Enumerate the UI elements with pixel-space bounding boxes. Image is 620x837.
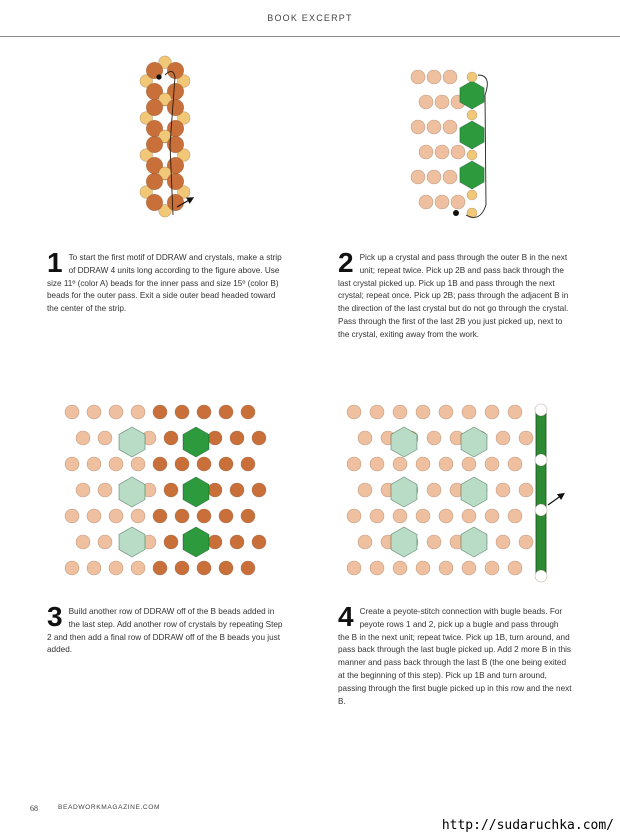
crystal [461, 477, 487, 507]
bead [419, 145, 433, 159]
bead [109, 509, 123, 523]
bead [411, 120, 425, 134]
bead [98, 431, 112, 445]
bead [393, 509, 407, 523]
bead [347, 561, 361, 575]
bead [485, 405, 499, 419]
bead [358, 483, 372, 497]
bead [87, 457, 101, 471]
step-number: 1 [47, 247, 63, 278]
crystal [183, 527, 209, 557]
bead [496, 483, 510, 497]
bead [167, 194, 184, 211]
magazine-site: BEADWORKMAGAZINE.COM [58, 804, 161, 811]
step-3 [47, 601, 283, 657]
step-text: Create a peyote-stitch connection with bugle beads. For peyote rows 1 and 2, pick up a bugle and pass through the B in the next unit; repeat twice. Pick up 1B, turn around, and pass back through the last bugle picked up. Add 2 more B in this manner and pass back through the last B (the one being exited at the beginning of this step). Pick up 1B and turn around, passing through the first bugle picked up in this row and the next B. [338, 607, 572, 706]
bead [87, 561, 101, 575]
bead [451, 195, 465, 209]
bead [370, 509, 384, 523]
step-text: To start the first motif of DDRAW and crystals, make a strip of DDRAW 4 units long according to the figure above. Use size 11º (color A) beads for the inner pass and size 15º (color B) beads for the outer pass. Exit a side outer bead headed toward the center of the strip. [47, 253, 282, 314]
section-title: BOOK EXCERPT [267, 13, 353, 23]
bead [427, 170, 441, 184]
bead [87, 405, 101, 419]
bead [241, 405, 255, 419]
bead [230, 483, 244, 497]
crystal [183, 427, 209, 457]
bead [535, 504, 547, 516]
bead [98, 535, 112, 549]
bead [208, 535, 222, 549]
bead [358, 431, 372, 445]
bead [443, 170, 457, 184]
page-number: 68 [30, 804, 38, 813]
bead [427, 431, 441, 445]
bugle-bead [536, 408, 546, 578]
bead [219, 561, 233, 575]
bead [153, 509, 167, 523]
bead [164, 483, 178, 497]
bead [370, 405, 384, 419]
bead [131, 561, 145, 575]
bead [175, 405, 189, 419]
bead [241, 509, 255, 523]
bead [87, 509, 101, 523]
bead [508, 509, 522, 523]
bead [496, 431, 510, 445]
bead [393, 457, 407, 471]
bead [496, 535, 510, 549]
bead [252, 483, 266, 497]
step-4 [338, 601, 572, 708]
bead [65, 509, 79, 523]
bead [76, 483, 90, 497]
bead [519, 483, 533, 497]
bead [230, 431, 244, 445]
bead [519, 535, 533, 549]
bead [393, 405, 407, 419]
step-number: 2 [338, 247, 354, 278]
bead [427, 70, 441, 84]
header-rule [0, 36, 620, 37]
bead [230, 535, 244, 549]
bead [153, 457, 167, 471]
bead [411, 70, 425, 84]
bead [508, 457, 522, 471]
bead [98, 483, 112, 497]
bead [164, 535, 178, 549]
bead [416, 509, 430, 523]
figure-4-bugle-connection [340, 400, 570, 590]
step-text: Pick up a crystal and pass through the outer B in the next unit; repeat twice. Pick up 2B and pass back through the last crystal picked up. Pick up 1B and pass through the next crystal; repeat once. Pick up 2B; pass through the adjacent B in the direction of the last crystal but do not go through the crystal. Pass through the first of the last 2B you just picked up, next to the crystal, exiting away from the work. [338, 253, 569, 339]
bead [370, 457, 384, 471]
bead [197, 509, 211, 523]
bead [519, 431, 533, 445]
bead [462, 405, 476, 419]
bead [467, 190, 477, 200]
bead [167, 62, 184, 79]
step-2 [338, 247, 572, 342]
bead [467, 110, 477, 120]
bead [146, 99, 163, 116]
bead [462, 509, 476, 523]
bead [535, 454, 547, 466]
bead [427, 483, 441, 497]
bead [393, 561, 407, 575]
crystal [119, 427, 145, 457]
bead [65, 457, 79, 471]
step-1 [47, 247, 283, 316]
bead [439, 457, 453, 471]
step-number: 4 [338, 601, 354, 632]
bead [411, 170, 425, 184]
bead [252, 535, 266, 549]
page-footer [0, 770, 620, 837]
watermark-url[interactable]: http://sudaruchka.com/ [441, 818, 614, 833]
crystal [391, 527, 417, 557]
bead [439, 405, 453, 419]
bead [109, 561, 123, 575]
bead [427, 535, 441, 549]
step-text: Build another row of DDRAW off of the B beads added in the last step. Add another row of crystals by repeating Step 2 and then add a final row of DDRAW off of the B beads you just added. [47, 607, 283, 655]
bead [76, 431, 90, 445]
crystal [460, 121, 484, 149]
bead [508, 405, 522, 419]
bead [175, 457, 189, 471]
bead [439, 561, 453, 575]
bead [208, 483, 222, 497]
crystal [391, 477, 417, 507]
bead [347, 509, 361, 523]
bead [65, 405, 79, 419]
crystal [119, 527, 145, 557]
bead [485, 561, 499, 575]
bead [197, 405, 211, 419]
bead [435, 95, 449, 109]
bead [508, 561, 522, 575]
bead [435, 195, 449, 209]
bead [109, 457, 123, 471]
bead [109, 405, 123, 419]
bead [485, 509, 499, 523]
bead [462, 561, 476, 575]
bead [197, 561, 211, 575]
crystal [460, 161, 484, 189]
page-header [0, 0, 620, 36]
bead [435, 145, 449, 159]
bead [467, 150, 477, 160]
crystal [183, 477, 209, 507]
bead [535, 570, 547, 582]
bead [358, 535, 372, 549]
bead [153, 405, 167, 419]
bead [419, 195, 433, 209]
bead [131, 405, 145, 419]
bead [219, 457, 233, 471]
bead [146, 173, 163, 190]
bead [535, 404, 547, 416]
bead [416, 405, 430, 419]
crystal [461, 527, 487, 557]
bead [241, 561, 255, 575]
bead [427, 120, 441, 134]
bead [416, 457, 430, 471]
bead [252, 431, 266, 445]
bead [485, 457, 499, 471]
bead [219, 509, 233, 523]
bead [175, 509, 189, 523]
figure-2-crystal-row [400, 55, 500, 230]
bead [462, 457, 476, 471]
bead [347, 405, 361, 419]
bead [76, 535, 90, 549]
bead [241, 457, 255, 471]
crystal [119, 477, 145, 507]
figure-3-ddraw-grid [60, 400, 270, 585]
bead [167, 173, 184, 190]
step-number: 3 [47, 601, 63, 632]
bead [370, 561, 384, 575]
bead [164, 431, 178, 445]
bead [467, 72, 477, 82]
bead [419, 95, 433, 109]
bead [197, 457, 211, 471]
bead [146, 136, 163, 153]
bead [167, 99, 184, 116]
bead [219, 405, 233, 419]
bead [451, 145, 465, 159]
bead [175, 561, 189, 575]
bead [439, 509, 453, 523]
bead [443, 120, 457, 134]
bead [146, 194, 163, 211]
figure-1-ddraw-strip [125, 55, 205, 250]
bead [416, 561, 430, 575]
bead [65, 561, 79, 575]
bead [153, 561, 167, 575]
bead [208, 431, 222, 445]
bead [347, 457, 361, 471]
bead [131, 457, 145, 471]
bead [443, 70, 457, 84]
bead [131, 509, 145, 523]
